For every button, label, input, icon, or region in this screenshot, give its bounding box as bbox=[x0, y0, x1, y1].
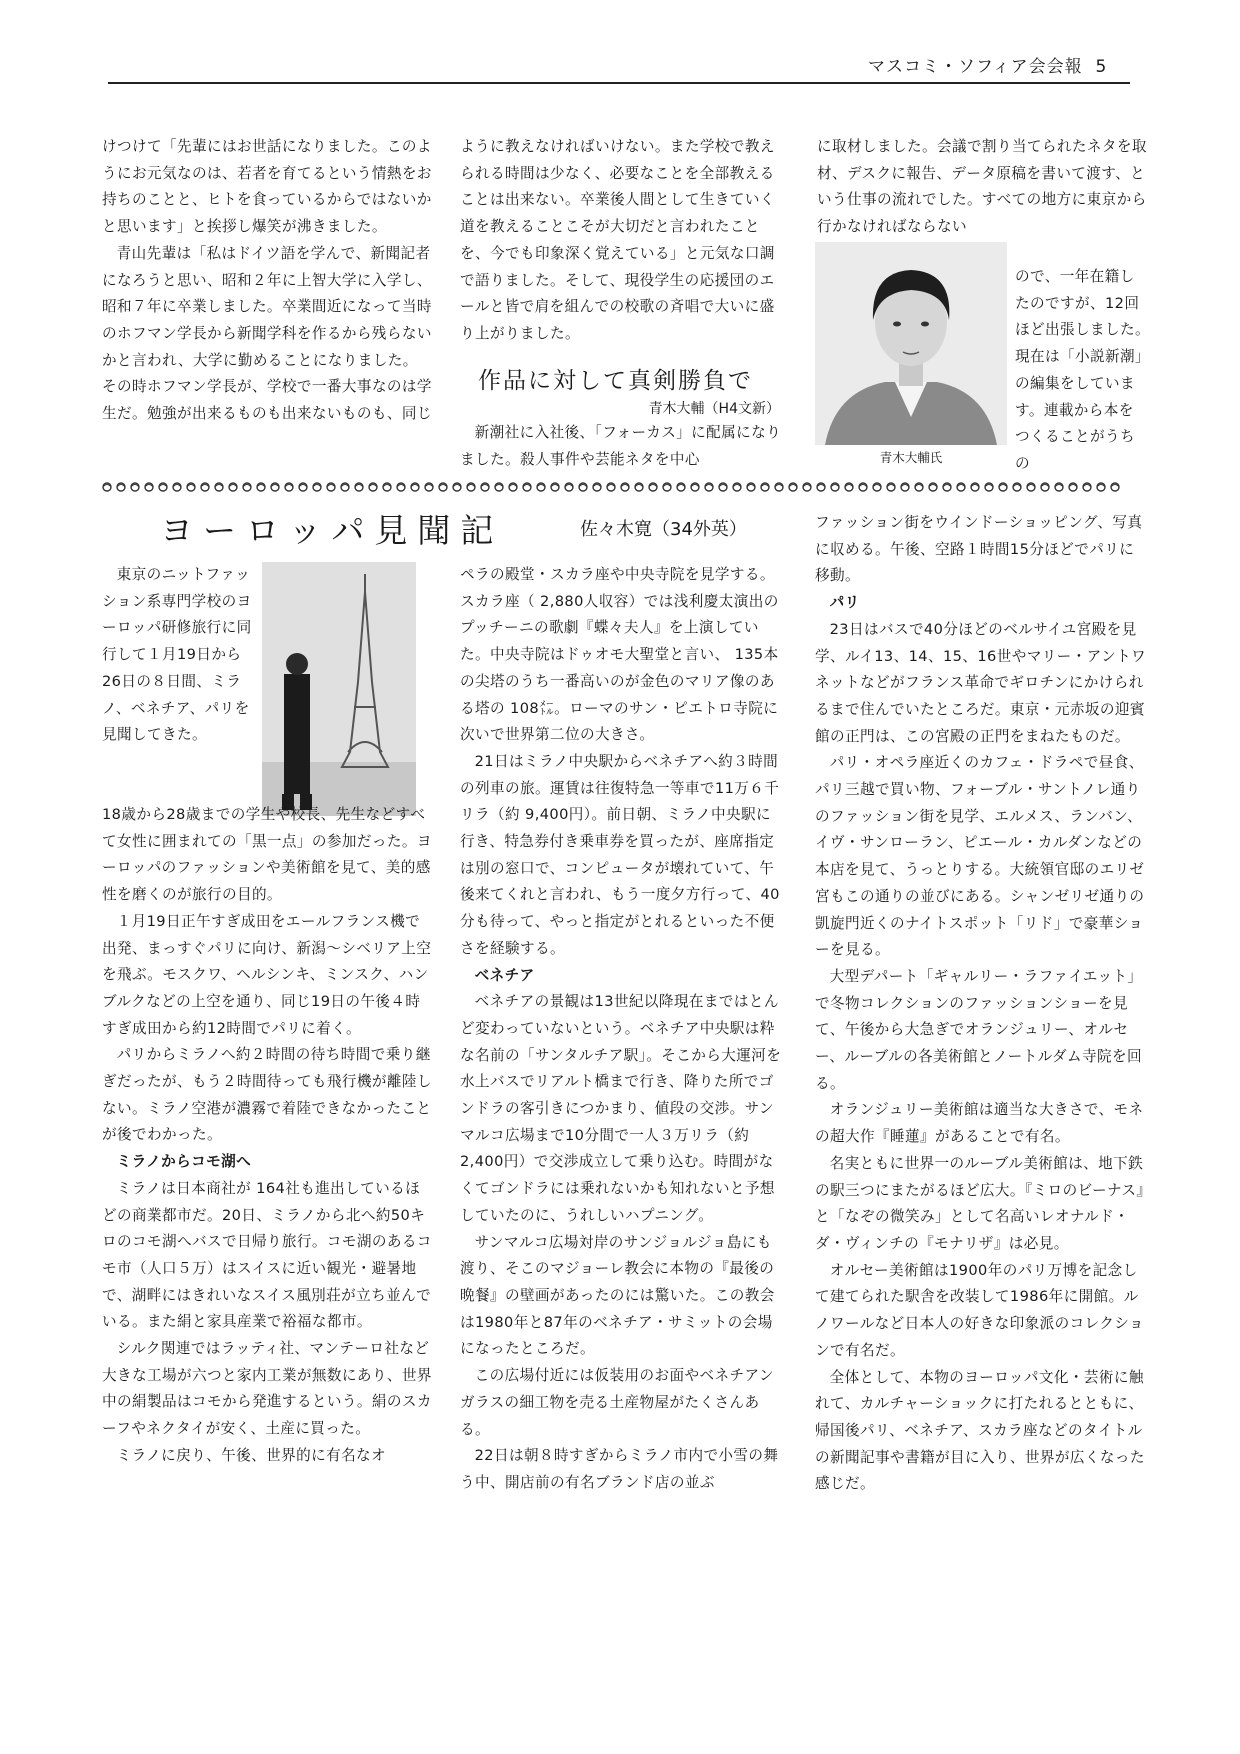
paragraph: シルク関連ではラッティ社、マンテーロ社など大きな工場が六つと家内工業が無数にあり、世界中の絹製品はコモから発進するという。絹のスカーフやネクタイが安く、土産に買った。 bbox=[102, 1340, 432, 1438]
newsletter-header bbox=[868, 52, 1128, 77]
aoki-portrait-photo bbox=[815, 242, 1007, 445]
paragraph: 青山先輩は「私はドイツ語を学んで、新聞記者になろうと思い、昭和２年に上智大学に入学し、昭和７年に卒業しました。卒業間近になって当時のホフマン学長から新聞学科を作るから残らないかと言われ、大学に勤めることになりました。その時ホフマン学長が、学校で一番大事なのは学生だ。勉強が出来るものも出来ないものも、同じ bbox=[102, 244, 432, 423]
paragraph: 新潮社に入社後、「フォーカス」に配属になりました。殺人事件や芸能ネタを中心 bbox=[460, 424, 782, 468]
europe-column-1-side bbox=[102, 562, 252, 749]
photo-caption: 青木大輔氏 bbox=[879, 450, 943, 465]
paragraph: １月19日正午すぎ成田をエールフランス機で出発、まっすぐパリに向け、新潟～シベリア上空を飛ぶ。モスクワ、ヘルシンキ、ミンスク、ハンブルクなどの上空を通り、同じ19日の午後４時すぎ成田から約12時間でパリに着く。 bbox=[102, 912, 432, 1037]
paragraph: オランジュリー美術館は適当な大きさで、モネの超大作『睡蓮』があることで有名。 bbox=[815, 1101, 1144, 1146]
eiffel-illustration bbox=[262, 562, 416, 816]
europe-column-2 bbox=[460, 562, 785, 1497]
paragraph: この広場付近には仮装用のお面やベネチアンガラスの細工物を売る土産物屋がたくさんある。 bbox=[460, 1367, 774, 1438]
paragraph: ペラの殿堂・スカラ座や中央寺院を見学する。スカラ座（ 2,880人収容）では浅利慶太演出のプッチーニの歌劇『蝶々夫人』を上演していた。中央寺院はドゥオモ大聖堂と言い、 135本の尖塔のうち一番高いのが金色のマリア像のある塔の 108㍍。ローマのサン・ピエトロ寺院に次いで世界第二位の大きさ。 bbox=[460, 566, 779, 744]
portrait-illustration bbox=[815, 242, 1007, 445]
newsletter-title: マスコミ・ソフィア会会報 bbox=[868, 57, 1083, 77]
paragraph: ミラノは日本商社が 164社も進出しているほどの商業都市だ。20日、ミラノから北へ約50キロのコモ湖へバスで日帰り旅行。コモ湖のあるコモ市（人口５万）はスイスに近い観光・避暑地で、湖畔にはきれいなスイス風別荘が立ち並んでいる。また絹と家具産業で裕福な都市。 bbox=[102, 1179, 432, 1331]
paragraph: 大型デパート「ギャルリー・ラファイエット」で冬物コレクションのファッションショーを見て、午後から大急ぎでオランジュリー、オルセー、ルーブルの各美術館とノートルダム寺院を回る。 bbox=[815, 967, 1143, 1092]
top-article-column-2 bbox=[460, 134, 785, 348]
subheading-venezia: ベネチア bbox=[474, 966, 535, 984]
paragraph: オルセー美術館は1900年のパリ万博を記念して建てられた駅舎を改装して1986年に開館。ルノワールなど日本人の好きな印象派のコレクションで有名だ。 bbox=[815, 1261, 1144, 1359]
eiffel-tower-photo bbox=[262, 562, 416, 816]
paragraph: 22日は朝８時すぎからミラノ市内で小雪の舞う中、開店前の有名ブランド店の並ぶ bbox=[460, 1447, 779, 1491]
aoki-column-3-side bbox=[1015, 264, 1158, 478]
subheading-milano: ミラノからコモ湖へ bbox=[116, 1153, 252, 1171]
aoki-byline: 青木大輔（H4文新） bbox=[648, 401, 780, 417]
paragraph: ファッション街をウインドーショッピング、写真に収める。午後、空路１時間15分ほどでパリに移動。 bbox=[815, 514, 1143, 585]
paragraph: 名実ともに世界一のルーブル美術館は、地下鉄の駅三つにまたがるほど広大。『ミロのビーナス』と「なぞの微笑み」として名高いレオナルド・ダ・ヴィンチの『モナリザ』は必見。 bbox=[815, 1154, 1145, 1252]
paragraph: ように教えなければいけない。また学校で教えられる時間は少なく、必要なことを全部教えることは出来ない。卒業後人間として生きていく道を教えることこそが大切だと言われたことを、今でも印象深く覚えている」と元気な口調で語りました。そして、現役学生の応援団のエールと皆で肩を組んでの校歌の斉唱で大いに盛り上がりました。 bbox=[460, 138, 775, 342]
aoki-column-3 bbox=[817, 134, 1147, 241]
paragraph: サンマルコ広場対岸のサンジョルジョ島にも渡り、そこのマジョーレ教会に本物の『最後の晩餐』の壁画があったのには驚いた。この教会は1980年と87年のベネチア・サミットの会場になったところだ。 bbox=[460, 1233, 775, 1358]
paragraph: パリからミラノへ約２時間の待ち時間で乗り継ぎだったが、もう２時間待っても飛行機が離陸しない。ミラノ空港が濃霧で着陸できなかったことが後でわかった。 bbox=[102, 1046, 432, 1144]
paragraph: パリ・オペラ座近くのカフェ・ドラペで昼食、パリ三越で買い物、フォーブル・サントノレ通りのファッション街を見学、エルメス、ランバン、イヴ・サンローラン、ピエール・カルダンなどの本店を見て、うっとりする。大統領官邸のエリゼ宮もこの通りの並びにある。シャンゼリゼ通りの凱旋門近くのナイトスポット「リド」で豪華ショーを見る。 bbox=[815, 754, 1145, 959]
ornamental-divider bbox=[100, 480, 1120, 494]
paragraph: けつけて「先輩にはお世話になりました。このようにお元気なのは、若者を育てるという情熱をお持ちのことと、ヒトを食っているからではないかと思います」と挨拶し爆笑が沸きました。 bbox=[102, 138, 432, 236]
paragraph: 23日はバスで40分ほどのベルサイユ宮殿を見学、ルイ13、14、15、16世やマリー・アントワネットなどがフランス革命でギロチンにかけられるまで住んでいたところだ。東京・元赤坂の迎賓館の正門は、この宮殿の正門をまねたものだ。 bbox=[815, 620, 1147, 745]
europe-column-3 bbox=[815, 510, 1147, 1498]
europe-heading: ヨーロッパ見聞記 bbox=[160, 511, 504, 550]
paragraph: ベネチアの景観は13世紀以降現在まではとんど変わっていないという。ベネチア中央駅は粋な名前の「サンタルチア駅」。そこから大運河を水上バスでリアルト橋まで行き、降りた所でゴンドラの客引きにつかまり、値段の交渉。サンマルコ広場まで10分間で一人３万リラ（約 2,400円）で交渉成立して乗り込む。時間がなくてゴンドラには乗れないかも知れないと予想していたのに、うれしいハプニング。 bbox=[460, 993, 782, 1224]
header-rule bbox=[108, 82, 1130, 84]
paragraph: 21日はミラノ中央駅からベネチアへ約３時間の列車の旅。運賃は往復特急一等車で11万６千リラ（約 9,400円）。前日朝、ミラノ中央駅に行き、特急券付き乗車券を買ったが、座席指定は別の窓口で、コンピュータが壊れていて、午後来てくれと言われ、もう一度夕方行って、40分も待って、やっと指定がとれるといった不便さを経験する。 bbox=[460, 752, 780, 957]
subheading-paris: パリ bbox=[829, 594, 860, 612]
top-article-column-1 bbox=[102, 134, 432, 428]
paragraph: に取材しました。会議で割り当てられたネタを取材、デスクに報告、データ原稿を書いて渡す、という仕事の流れでした。すべての地方に東京から行かなければならない bbox=[817, 138, 1147, 236]
paragraph: 東京のニットファッション系専門学校のヨーロッパ研修旅行に同行して１月19日から26日の８日間、ミラノ、ベネチア、パリを見聞してきた。 bbox=[102, 566, 252, 744]
europe-column-1 bbox=[102, 802, 432, 1470]
paragraph: 18歳から28歳までの学生や校長、先生などすべて女性に囲まれての「黒一点」の参加だった。ヨーロッパのファッションや美術館を見て、美的感性を磨くのが旅行の目的。 bbox=[102, 806, 432, 904]
paragraph: ミラノに戻り、午後、世界的に有名なオ bbox=[116, 1446, 387, 1464]
europe-byline: 佐々木寛（34外英） bbox=[580, 519, 747, 540]
paragraph: 全体として、本物のヨーロッパ文化・芸術に触れて、カルチャーショックに打たれるとともに、帰国後パリ、ベネチア、スカラ座などのタイトルの新聞記事や書籍が目に入り、世界が広くなった感じだ。 bbox=[815, 1368, 1145, 1493]
aoki-column-2 bbox=[460, 420, 785, 473]
paragraph: ので、一年在籍したのですが、12回ほど出張しました。 現在は「小説新潮」の編集をしています。連載から本をつくることがうちの bbox=[1015, 268, 1158, 472]
page-number: 5 bbox=[1095, 57, 1108, 77]
aoki-heading: 作品に対して真剣勝負で bbox=[478, 368, 753, 394]
